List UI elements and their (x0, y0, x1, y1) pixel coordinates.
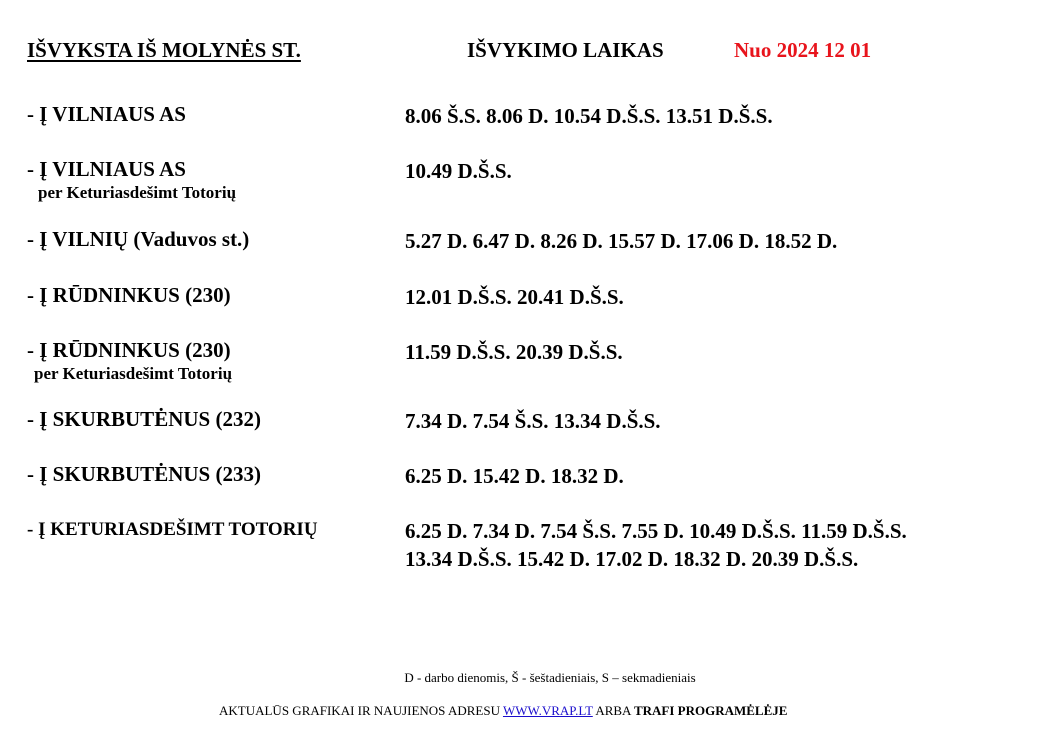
times-line: 10.49 D.Š.S. (405, 159, 512, 183)
departure-times (405, 157, 512, 185)
footer-prefix: AKTUALŪS GRAFIKAI IR NAUJIENOS ADRESU (219, 703, 503, 718)
departure-times (405, 338, 623, 366)
departure-times (405, 102, 773, 130)
departure-times (405, 517, 907, 573)
departure-times (405, 407, 661, 435)
schedule-header (0, 38, 1052, 68)
times-line: 6.25 D. 7.34 D. 7.54 Š.S. 7.55 D. 10.49 D.Š.S. 11.59 D.Š.S. (405, 519, 907, 543)
footer-note (219, 703, 787, 719)
website-link[interactable]: WWW.VRAP.LT (502, 703, 593, 718)
stop-title: IŠVYKSTA IŠ MOLYNĖS ST. (27, 38, 301, 62)
valid-from-date: Nuo 2024 12 01 (734, 38, 872, 62)
footer-middle: ARBA (592, 703, 634, 718)
via-label: per Keturiasdešimt Totorių (34, 364, 233, 383)
destination-label: - Į RŪDNINKUS (230) (27, 338, 231, 362)
destination-label: - Į RŪDNINKUS (230) (27, 283, 231, 307)
via-label: per Keturiasdešimt Totorių (38, 183, 237, 202)
times-title: IŠVYKIMO LAIKAS (467, 38, 664, 62)
times-line: 6.25 D. 15.42 D. 18.32 D. (405, 464, 624, 488)
times-line: 7.34 D. 7.54 Š.S. 13.34 D.Š.S. (405, 409, 661, 433)
destination-label: - Į VILNIŲ (Vaduvos st.) (27, 227, 250, 251)
times-line: 13.34 D.Š.S. 15.42 D. 17.02 D. 18.32 D. 20.39 D.Š.S. (405, 547, 859, 571)
footer-app-name: TRAFI PROGRAMĖLĖJE (633, 703, 788, 718)
departure-times (405, 283, 624, 311)
destination-label: - Į SKURBUTĖNUS (233) (27, 462, 261, 486)
departure-times (405, 462, 624, 490)
destination-label: - Į SKURBUTĖNUS (232) (27, 407, 261, 431)
legend: D - darbo dienomis, Š - šeštadieniais, S – sekmadieniais (404, 670, 696, 685)
times-line: 12.01 D.Š.S. 20.41 D.Š.S. (405, 285, 624, 309)
destination-label: - Į VILNIAUS AS (27, 157, 186, 181)
times-line: 8.06 Š.S. 8.06 D. 10.54 D.Š.S. 13.51 D.Š.S. (405, 104, 773, 128)
destination-label: - Į VILNIAUS AS (27, 102, 186, 126)
times-line: 5.27 D. 6.47 D. 8.26 D. 15.57 D. 17.06 D. 18.52 D. (405, 229, 838, 253)
destination-label: - Į KETURIASDEŠIMT TOTORIŲ (27, 519, 318, 540)
times-line: 11.59 D.Š.S. 20.39 D.Š.S. (405, 340, 623, 364)
departure-times (405, 227, 837, 255)
